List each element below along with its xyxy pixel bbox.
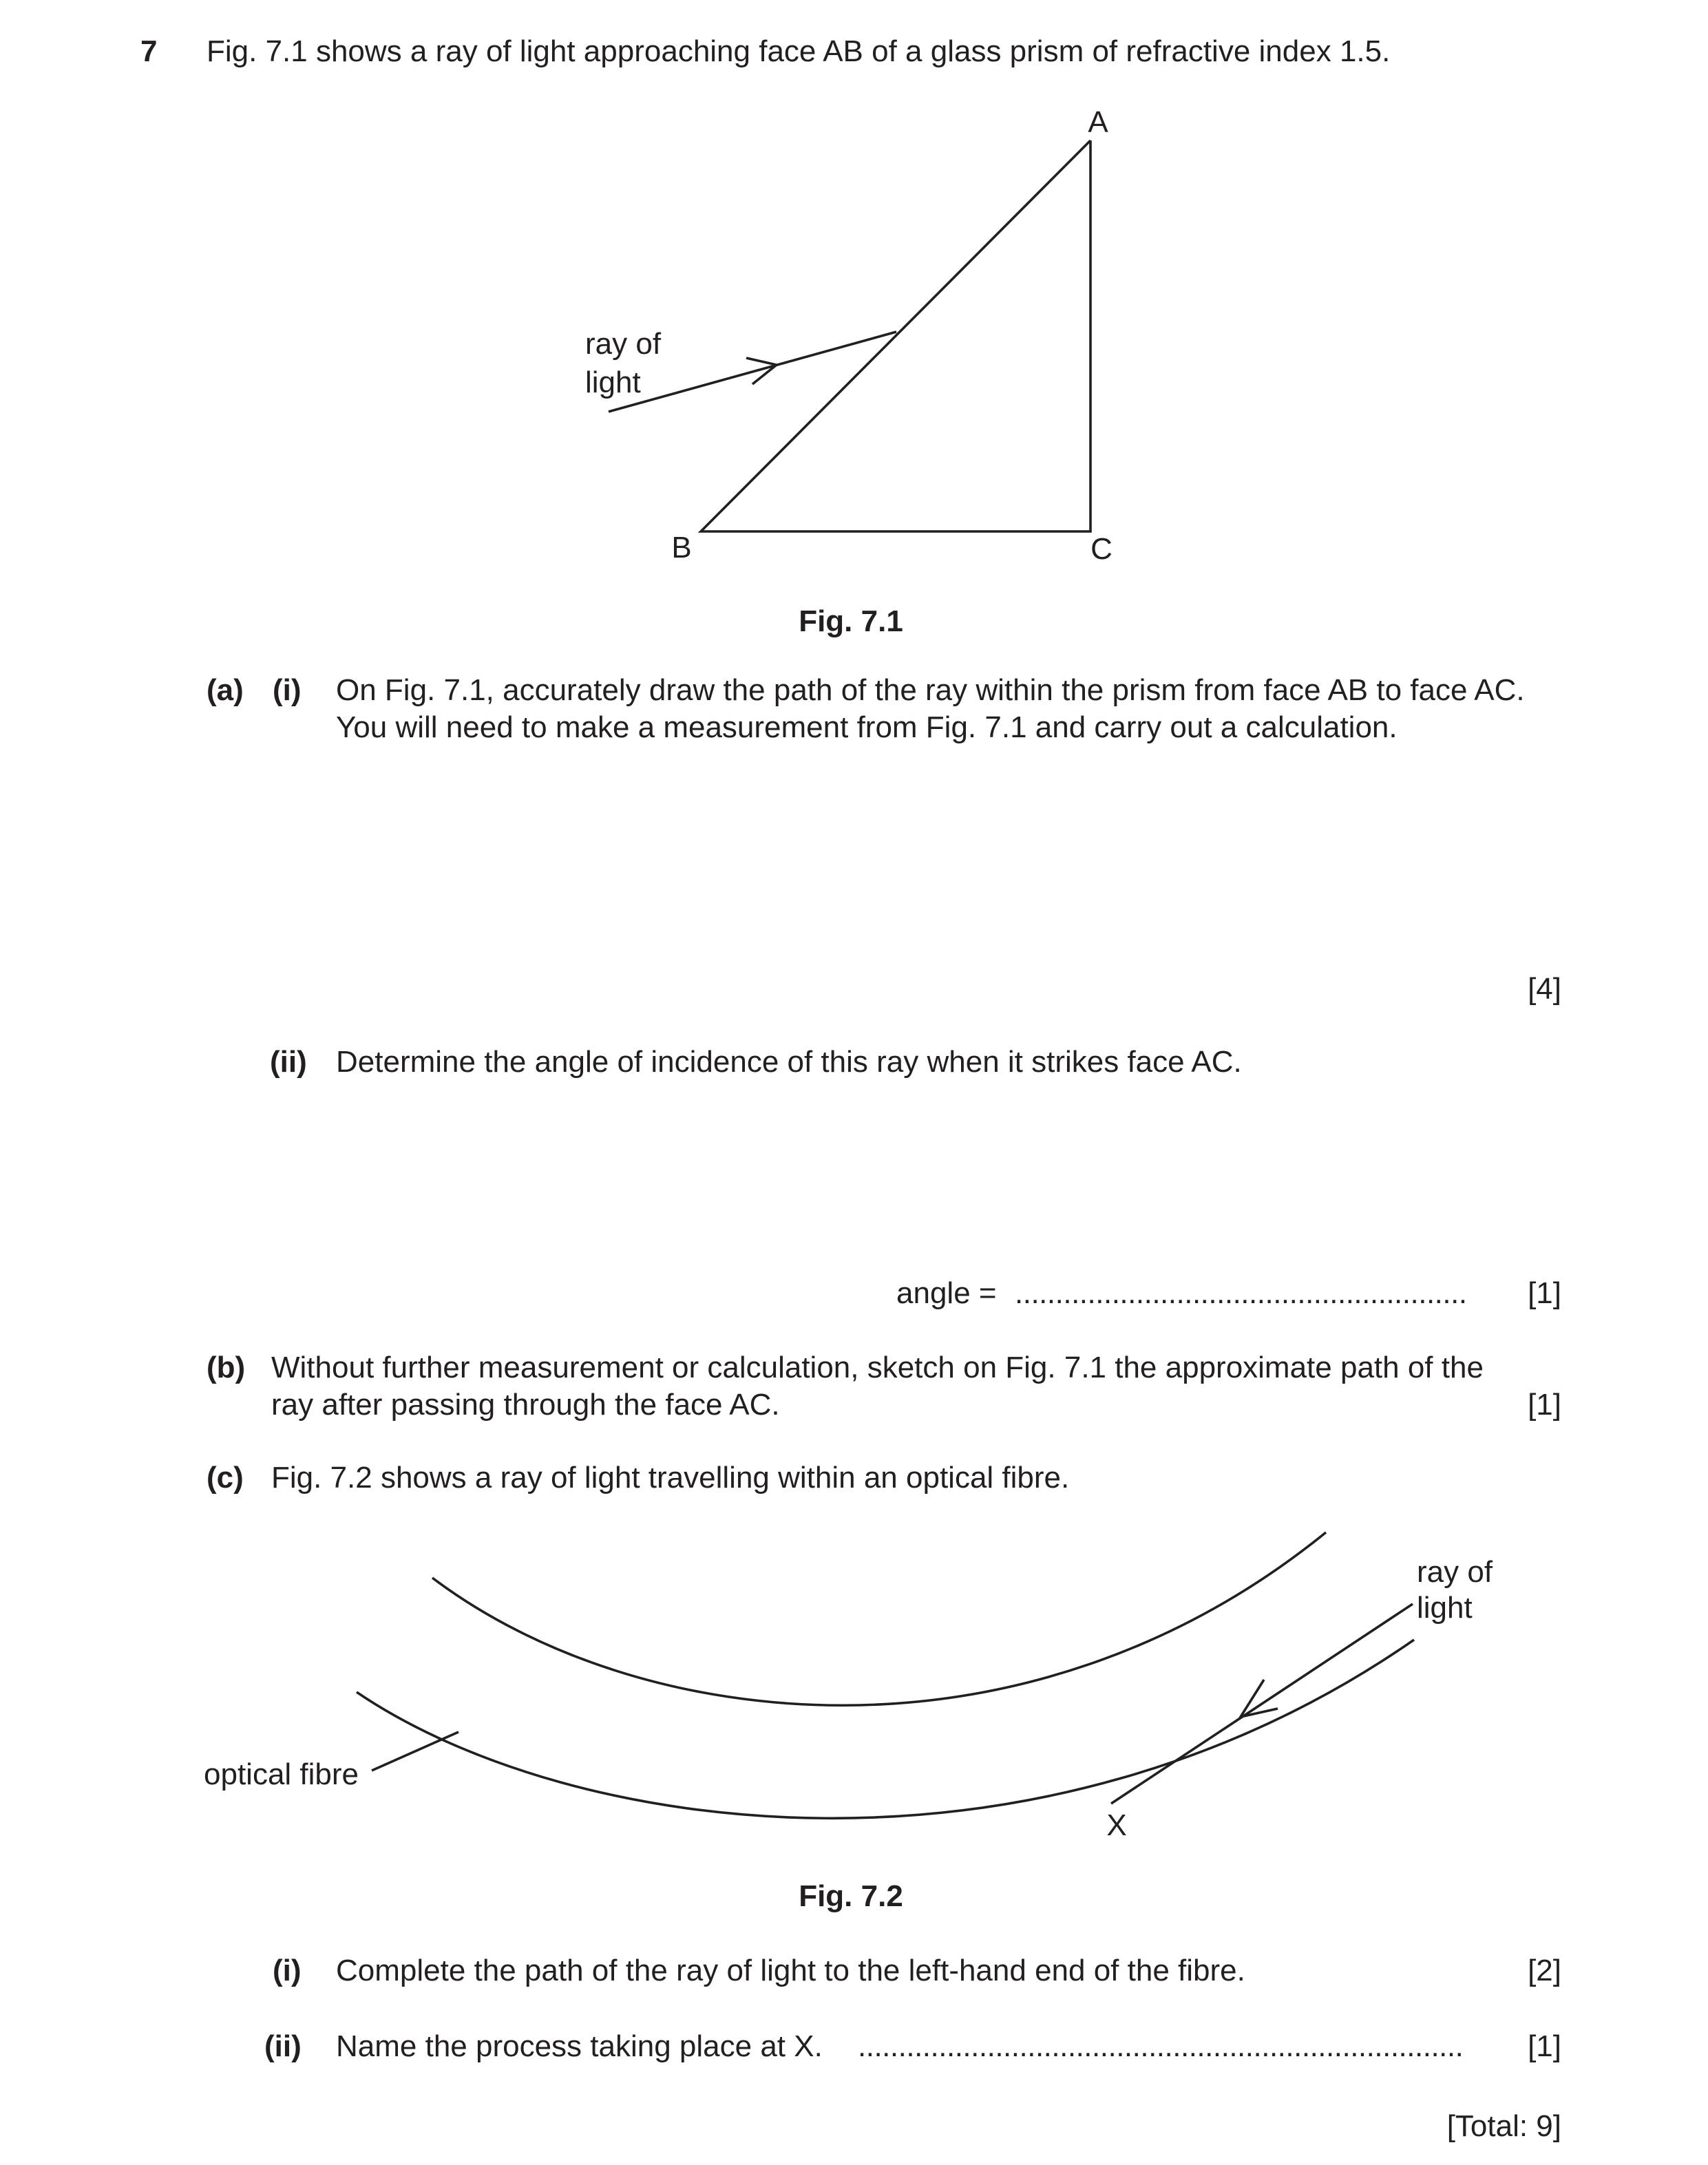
ray-label-line2: light: [585, 366, 641, 399]
label-c: C: [1090, 532, 1113, 566]
fig-7-1-diagram: [585, 105, 1113, 566]
part-c-text: Fig. 7.2 shows a ray of light travelling within an optical fibre.: [271, 1461, 1070, 1495]
fig-7-2-caption: Fig. 7.2: [799, 1879, 903, 1913]
fig2-ray-label-line1: ray of: [1417, 1555, 1493, 1589]
part-a-i-line2: You will need to make a measurement from Fig. 7.1 and carry out a calculation.: [336, 710, 1398, 744]
part-c-ii-text: Name the process taking place at X.: [336, 2029, 823, 2063]
label-x: X: [1106, 1808, 1127, 1842]
question-number: 7: [140, 34, 158, 68]
part-a-ii-text: Determine the angle of incidence of this ray when it strikes face AC.: [336, 1045, 1242, 1079]
total-marks: [Total: 9]: [1446, 2109, 1561, 2143]
part-a-label: (a): [207, 673, 244, 707]
part-c-label: (c): [207, 1461, 244, 1495]
ray-label-line1: ray of: [585, 327, 662, 361]
fibre-label-pointer: [372, 1732, 458, 1771]
part-c-i-label: (i): [273, 1954, 302, 1987]
part-c-i-text: Complete the path of the ray of light to the left-hand end of the fibre.: [336, 1954, 1245, 1987]
question-intro: Fig. 7.1 shows a ray of light approaching face AB of a glass prism of refractive index 1.5.: [207, 34, 1391, 68]
fig2-ray-label-line2: light: [1417, 1591, 1473, 1625]
fig2-ray: [1111, 1604, 1413, 1804]
part-b-line1: Without further measurement or calculation, sketch on Fig. 7.1 the approximate path of the: [271, 1351, 1484, 1384]
fibre-outer-edge: [432, 1532, 1326, 1705]
part-b-line2: ray after passing through the face AC.: [271, 1388, 780, 1422]
fig-7-2-diagram: [204, 1532, 1493, 1842]
prism-triangle: [701, 140, 1090, 531]
part-a-i-marks: [4]: [1528, 972, 1561, 1006]
part-c-ii-marks: [1]: [1528, 2029, 1561, 2063]
fibre-label: optical fibre: [204, 1757, 359, 1791]
part-c-i-marks: [2]: [1528, 1954, 1561, 1987]
label-b: B: [671, 531, 692, 564]
part-c-ii-label: (ii): [264, 2029, 302, 2063]
fig-7-1-caption: Fig. 7.1: [799, 604, 903, 638]
part-a-i-label: (i): [273, 673, 302, 707]
angle-answer-label: angle =: [896, 1276, 997, 1310]
part-b-label: (b): [207, 1351, 246, 1384]
process-answer-line[interactable]: ...........................................................................: [858, 2029, 1464, 2063]
part-a-ii-marks: [1]: [1528, 1276, 1561, 1310]
fibre-inner-edge: [357, 1640, 1414, 1818]
label-a: A: [1088, 105, 1108, 139]
part-a-ii-label: (ii): [270, 1045, 307, 1079]
part-a-i-line1: On Fig. 7.1, accurately draw the path of the ray within the prism from face AB to face AC.: [336, 673, 1525, 707]
angle-answer-line[interactable]: ........................................................: [1015, 1276, 1467, 1310]
part-b-marks: [1]: [1528, 1388, 1561, 1422]
